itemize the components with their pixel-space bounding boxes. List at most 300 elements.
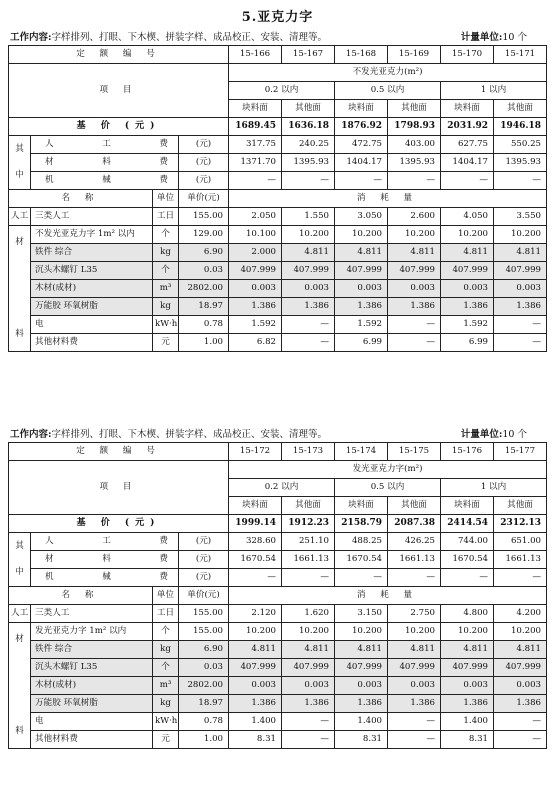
quota-code: 15-168 [335, 46, 388, 64]
range-label: 0.2 以内 [229, 479, 335, 497]
material-price: 18.97 [179, 695, 229, 713]
material-price: 129.00 [179, 226, 229, 244]
material-value: 10.200 [441, 623, 494, 641]
material-value: 4.811 [282, 641, 335, 659]
base-price-value: 1876.92 [335, 118, 388, 136]
material-price: 2802.00 [179, 280, 229, 298]
material-value: 1.386 [441, 298, 494, 316]
material-name: 木材(成材) [31, 677, 153, 695]
material-value: 1.400 [229, 713, 282, 731]
material-unit: 元 [153, 731, 179, 749]
surface-type: 块料面 [229, 100, 282, 118]
text-part: 费 [159, 536, 168, 547]
material-value: 10.200 [494, 623, 547, 641]
material-price: 0.78 [179, 316, 229, 334]
material-value: 0.003 [335, 677, 388, 695]
material-name: 铁件 综合 [31, 641, 153, 659]
cost-value: — [229, 569, 282, 587]
cost-unit: (元) [179, 136, 229, 154]
material-unit: m³ [153, 280, 179, 298]
base-price-label: 基 价 (元) [9, 515, 229, 533]
work-content-text: 字样排列、打眼、下木楔、拼装字样、成品校正、安装、清理等。 [51, 32, 328, 43]
labor-price: 155.00 [179, 605, 229, 623]
text-part: 工 [102, 536, 111, 547]
material-price: 0.03 [179, 262, 229, 280]
quota-code: 15-171 [494, 46, 547, 64]
material-value: 407.999 [282, 262, 335, 280]
material-value: 1.386 [335, 298, 388, 316]
material-price: 155.00 [179, 623, 229, 641]
material-value: 0.003 [494, 280, 547, 298]
labor-value: 1.620 [282, 605, 335, 623]
cost-unit: (元) [179, 551, 229, 569]
material-unit: kW·h [153, 713, 179, 731]
cost-value: 1395.93 [388, 154, 441, 172]
material-value: — [494, 713, 547, 731]
measure-unit-text: 10 个 [502, 32, 527, 43]
material-value: 0.003 [388, 280, 441, 298]
cost-value: — [441, 172, 494, 190]
material-value: 407.999 [335, 262, 388, 280]
material-value: — [282, 334, 335, 352]
labor-value: 3.050 [335, 208, 388, 226]
cost-value: 627.75 [441, 136, 494, 154]
work-content-label: 工作内容: [10, 32, 52, 43]
group-title: 不发光亚克力(m²) [229, 64, 547, 82]
material-value: 4.811 [335, 244, 388, 262]
text-part: 料 [102, 554, 111, 565]
cost-value: 240.25 [282, 136, 335, 154]
material-value: — [494, 731, 547, 749]
base-price-value: 1798.93 [388, 118, 441, 136]
cost-value: — [388, 172, 441, 190]
of-which-label [9, 533, 31, 587]
material-row [9, 623, 547, 641]
char: 其 [15, 541, 24, 552]
material-name: 电 [31, 713, 153, 731]
labor-name: 三类人工 [31, 208, 153, 226]
material-value: 4.811 [388, 641, 441, 659]
char: 中 [15, 566, 24, 577]
labor-value: 3.150 [335, 605, 388, 623]
material-value: 0.003 [441, 677, 494, 695]
cost-value: 317.75 [229, 136, 282, 154]
name-header: 名 称 [9, 587, 153, 605]
material-value: 4.811 [441, 244, 494, 262]
text-part: 人 [45, 139, 54, 150]
cost-value: — [494, 172, 547, 190]
material-value: 1.386 [388, 298, 441, 316]
range-label: 1 以内 [441, 479, 547, 497]
material-price: 6.90 [179, 244, 229, 262]
cost-value: — [282, 172, 335, 190]
measure-unit-text: 10 个 [502, 429, 527, 440]
material-category [9, 623, 31, 749]
material-value: 10.200 [388, 623, 441, 641]
material-unit: kW·h [153, 316, 179, 334]
material-category [9, 226, 31, 352]
material-value: 10.100 [229, 226, 282, 244]
material-row [9, 695, 547, 713]
cost-value: 651.00 [494, 533, 547, 551]
base-price-value: 1689.45 [229, 118, 282, 136]
material-value: 0.003 [441, 280, 494, 298]
quota-code: 15-166 [229, 46, 282, 64]
text-part: 机 [45, 572, 54, 583]
material-name: 电 [31, 316, 153, 334]
material-value: 1.592 [441, 316, 494, 334]
quota-code: 15-169 [388, 46, 441, 64]
material-row [9, 641, 547, 659]
work-content-label: 工作内容: [10, 429, 52, 440]
char: 材 [15, 634, 24, 645]
material-value: — [388, 334, 441, 352]
labor-category: 人工 [9, 605, 31, 623]
labor-row [9, 605, 547, 623]
surface-type: 其他面 [494, 497, 547, 515]
material-price: 18.97 [179, 298, 229, 316]
char: 中 [15, 169, 24, 180]
material-value: 1.386 [229, 695, 282, 713]
material-value: 1.400 [441, 713, 494, 731]
material-value: — [388, 316, 441, 334]
material-value: — [282, 316, 335, 334]
material-row [9, 713, 547, 731]
surface-type: 其他面 [282, 497, 335, 515]
material-unit: kg [153, 244, 179, 262]
cost-row [9, 154, 547, 172]
quota-code: 15-176 [441, 443, 494, 461]
surface-type: 块料面 [335, 100, 388, 118]
base-price-value: 1636.18 [282, 118, 335, 136]
text-part: 机 [45, 175, 54, 186]
material-value: 10.200 [494, 226, 547, 244]
material-name: 铁件 综合 [31, 244, 153, 262]
material-value: 4.811 [441, 641, 494, 659]
material-value: 407.999 [335, 659, 388, 677]
quota-code: 15-175 [388, 443, 441, 461]
material-price: 2802.00 [179, 677, 229, 695]
unit-header: 单位 [153, 587, 179, 605]
material-value: 1.386 [388, 695, 441, 713]
cost-value: 1670.54 [229, 551, 282, 569]
material-value: 1.386 [335, 695, 388, 713]
text-part: 材 [45, 157, 54, 168]
material-value: 10.200 [388, 226, 441, 244]
measure-unit-label: 计量单位: [460, 32, 503, 43]
material-unit: kg [153, 695, 179, 713]
material-value: 10.200 [282, 623, 335, 641]
material-value: 0.003 [282, 280, 335, 298]
material-price: 1.00 [179, 334, 229, 352]
cost-value: 1661.13 [388, 551, 441, 569]
material-value: 1.386 [282, 695, 335, 713]
item-label: 项 目 [9, 461, 229, 515]
labor-unit: 工日 [153, 605, 179, 623]
material-value: 4.811 [335, 641, 388, 659]
material-value: 2.000 [229, 244, 282, 262]
surface-type: 块料面 [335, 497, 388, 515]
char: 材 [15, 237, 24, 248]
material-value: 1.386 [494, 695, 547, 713]
material-row [9, 262, 547, 280]
base-price-value: 2312.13 [494, 515, 547, 533]
material-row [9, 298, 547, 316]
material-value: 0.003 [388, 677, 441, 695]
material-name: 沉头木螺钉 L35 [31, 262, 153, 280]
cost-value: 1670.54 [335, 551, 388, 569]
base-price-value: 1999.14 [229, 515, 282, 533]
cost-value: 1395.93 [494, 154, 547, 172]
text-part: 材 [45, 554, 54, 565]
material-unit: 个 [153, 659, 179, 677]
name-header: 名 称 [9, 190, 153, 208]
consumption-header-row [9, 587, 547, 605]
labor-name: 三类人工 [31, 605, 153, 623]
material-unit: 个 [153, 226, 179, 244]
cost-value: 550.25 [494, 136, 547, 154]
char: 料 [15, 725, 24, 736]
char: 其 [15, 144, 24, 155]
material-value: 407.999 [229, 262, 282, 280]
material-unit: kg [153, 298, 179, 316]
cost-unit: (元) [179, 569, 229, 587]
material-row [9, 316, 547, 334]
item-label: 项 目 [9, 64, 229, 118]
code-row [9, 443, 547, 461]
labor-value: 2.120 [229, 605, 282, 623]
surface-type: 块料面 [441, 497, 494, 515]
quota-table-1 [8, 45, 547, 352]
cost-value: 1395.93 [282, 154, 335, 172]
price-header: 单价(元) [179, 587, 229, 605]
material-value: 407.999 [494, 659, 547, 677]
material-value: — [388, 731, 441, 749]
material-value: — [282, 713, 335, 731]
unit-header: 单位 [153, 190, 179, 208]
material-row [9, 334, 547, 352]
measure-unit [461, 29, 527, 43]
quota-code: 15-173 [282, 443, 335, 461]
material-value: 1.592 [335, 316, 388, 334]
cost-value: — [229, 172, 282, 190]
material-value: 4.811 [282, 244, 335, 262]
page-title: 5.亚克力字 [241, 10, 314, 25]
cost-value: 426.25 [388, 533, 441, 551]
cost-value: 328.60 [229, 533, 282, 551]
surface-type: 块料面 [229, 497, 282, 515]
cost-value: — [335, 172, 388, 190]
text-part: 费 [159, 139, 168, 150]
material-value: 6.82 [229, 334, 282, 352]
cost-row [9, 551, 547, 569]
char: 料 [15, 328, 24, 339]
material-name: 不发光亚克力字 1m² 以内 [31, 226, 153, 244]
material-value: 10.200 [335, 623, 388, 641]
labor-value: 4.800 [441, 605, 494, 623]
cost-value: — [388, 569, 441, 587]
text-part: 费 [159, 572, 168, 583]
base-price-value: 2158.79 [335, 515, 388, 533]
cost-value: — [282, 569, 335, 587]
of-which-label [9, 136, 31, 190]
header-row [9, 461, 547, 479]
labor-value: 2.050 [229, 208, 282, 226]
material-row [9, 677, 547, 695]
text-part: 料 [102, 157, 111, 168]
quota-code: 15-177 [494, 443, 547, 461]
cost-row [9, 533, 547, 551]
material-value: 10.200 [282, 226, 335, 244]
cost-name [31, 172, 179, 190]
material-value: — [388, 713, 441, 731]
cost-value: 488.25 [335, 533, 388, 551]
base-price-row [9, 515, 547, 533]
material-name: 万能胶 环氧树脂 [31, 298, 153, 316]
labor-value: 1.550 [282, 208, 335, 226]
labor-row [9, 208, 547, 226]
cost-name [31, 154, 179, 172]
labor-value: 3.550 [494, 208, 547, 226]
material-value: 1.400 [335, 713, 388, 731]
header-row [9, 64, 547, 82]
cost-value: 251.10 [282, 533, 335, 551]
material-row [9, 731, 547, 749]
material-row [9, 280, 547, 298]
material-price: 6.90 [179, 641, 229, 659]
range-label: 0.5 以内 [335, 479, 441, 497]
material-value: — [494, 316, 547, 334]
material-name: 其他材料费 [31, 334, 153, 352]
measure-unit-label: 计量单位: [460, 429, 503, 440]
base-price-row [9, 118, 547, 136]
material-value: 4.811 [494, 244, 547, 262]
cost-row [9, 136, 547, 154]
material-value: 8.31 [229, 731, 282, 749]
cost-value: — [441, 569, 494, 587]
material-row [9, 244, 547, 262]
material-row [9, 226, 547, 244]
text-part: 费 [159, 157, 168, 168]
surface-type: 其他面 [388, 497, 441, 515]
surface-type: 块料面 [441, 100, 494, 118]
quota-table-2 [8, 442, 547, 749]
material-value: 10.200 [441, 226, 494, 244]
material-value: 8.31 [441, 731, 494, 749]
consumption-header-row [9, 190, 547, 208]
price-header: 单价(元) [179, 190, 229, 208]
material-unit: m³ [153, 677, 179, 695]
material-value: — [282, 731, 335, 749]
surface-type: 其他面 [282, 100, 335, 118]
base-price-label: 基 价 (元) [9, 118, 229, 136]
consumption-header: 消 耗 量 [229, 587, 547, 605]
code-label: 定 额 编 号 [9, 443, 229, 461]
labor-unit: 工日 [153, 208, 179, 226]
cost-value: 744.00 [441, 533, 494, 551]
material-value: 8.31 [335, 731, 388, 749]
cost-value: — [335, 569, 388, 587]
code-label: 定 额 编 号 [9, 46, 229, 64]
cost-value: 1404.17 [335, 154, 388, 172]
material-value: 4.811 [388, 244, 441, 262]
material-value: 10.200 [335, 226, 388, 244]
labor-value: 4.200 [494, 605, 547, 623]
material-name: 万能胶 环氧树脂 [31, 695, 153, 713]
material-unit: 个 [153, 623, 179, 641]
material-value: 0.003 [335, 280, 388, 298]
cost-value: 1670.54 [441, 551, 494, 569]
material-value: 1.386 [494, 298, 547, 316]
material-unit: 元 [153, 334, 179, 352]
labor-value: 2.600 [388, 208, 441, 226]
base-price-value: 2087.38 [388, 515, 441, 533]
cost-value: 1404.17 [441, 154, 494, 172]
material-value: 407.999 [494, 262, 547, 280]
cost-value: 1661.13 [494, 551, 547, 569]
work-content [10, 426, 327, 440]
material-name: 木材(成材) [31, 280, 153, 298]
cost-name [31, 136, 179, 154]
material-price: 0.03 [179, 659, 229, 677]
material-value: 0.003 [282, 677, 335, 695]
material-value: 1.592 [229, 316, 282, 334]
cost-value: 472.75 [335, 136, 388, 154]
text-part: 费 [159, 175, 168, 186]
material-value: 10.200 [229, 623, 282, 641]
quota-code: 15-174 [335, 443, 388, 461]
material-value: 4.811 [494, 641, 547, 659]
material-value: 0.003 [229, 280, 282, 298]
cost-unit: (元) [179, 154, 229, 172]
material-value: 407.999 [229, 659, 282, 677]
material-value: 407.999 [388, 659, 441, 677]
material-value: 6.99 [441, 334, 494, 352]
work-content-text: 字样排列、打眼、下木楔、拼装字样、成品校正、安装、清理等。 [51, 429, 328, 440]
cost-unit: (元) [179, 172, 229, 190]
material-value: 407.999 [388, 262, 441, 280]
text-part: 械 [102, 572, 111, 583]
group-title: 发光亚克力字(m²) [229, 461, 547, 479]
cost-value: 1661.13 [282, 551, 335, 569]
surface-type: 其他面 [494, 100, 547, 118]
quota-code: 15-170 [441, 46, 494, 64]
material-value: 0.003 [494, 677, 547, 695]
surface-type: 其他面 [388, 100, 441, 118]
measure-unit [461, 426, 527, 440]
material-value: — [494, 334, 547, 352]
quota-code: 15-167 [282, 46, 335, 64]
material-value: 407.999 [441, 262, 494, 280]
work-content [10, 29, 327, 43]
base-price-value: 1946.18 [494, 118, 547, 136]
cost-row [9, 569, 547, 587]
material-value: 1.386 [282, 298, 335, 316]
labor-price: 155.00 [179, 208, 229, 226]
text-part: 工 [102, 139, 111, 150]
labor-value: 2.750 [388, 605, 441, 623]
code-row [9, 46, 547, 64]
base-price-value: 1912.23 [282, 515, 335, 533]
material-name: 发光亚克力字 1m² 以内 [31, 623, 153, 641]
material-name: 其他材料费 [31, 731, 153, 749]
cost-name [31, 569, 179, 587]
labor-value: 4.050 [441, 208, 494, 226]
material-value: 407.999 [441, 659, 494, 677]
cost-name [31, 551, 179, 569]
labor-category: 人工 [9, 208, 31, 226]
material-value: 1.386 [441, 695, 494, 713]
